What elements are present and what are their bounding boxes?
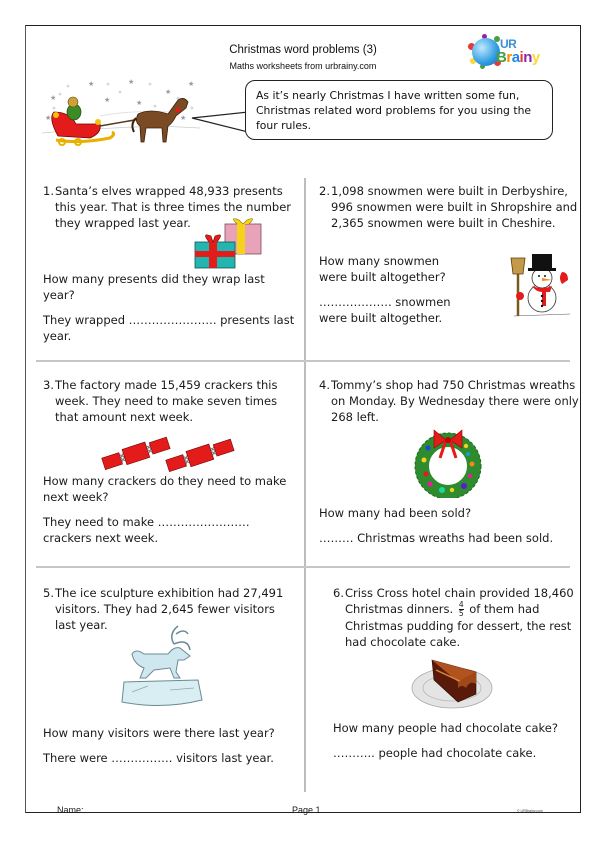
svg-text:★: ★ — [50, 94, 57, 102]
question-prompt: How many visitors were there last year? — [43, 726, 275, 740]
snowman-icon — [506, 250, 574, 318]
question-prompt: How many snowmen were built altogether? — [319, 254, 446, 284]
question-text: Santa’s elves wrapped 48,933 presents this year. That is three times the number they wrapped last year. — [55, 184, 292, 230]
row-divider-1 — [36, 360, 570, 362]
question-number: 4. — [319, 378, 330, 392]
question-number: 1. — [43, 184, 54, 198]
question-number: 6. — [333, 586, 344, 600]
question-number: 2. — [319, 184, 330, 198]
sleigh-horse-illustration — [40, 78, 205, 158]
question-text: The factory made 15,459 crackers this week. They need to make seven times that amount next week. — [55, 378, 278, 424]
question-prompt: How many presents did they wrap last year? — [43, 272, 265, 302]
question-prompt: How many people had chocolate cake? — [333, 721, 558, 735]
speech-bubble: As it’s nearly Christmas I have written some fun, Christmas related word problems for you using the four rules. — [245, 80, 553, 140]
svg-text:★: ★ — [180, 114, 187, 122]
speech-bubble-tail — [190, 110, 250, 140]
question-number: 3. — [43, 378, 54, 392]
ice-reindeer-icon — [118, 620, 208, 708]
svg-text:★: ★ — [165, 88, 172, 96]
copyright-text: © URBrainy.com — [517, 809, 543, 813]
fraction: $\frac{4}{5}$ — [458, 600, 464, 618]
wreath-icon — [410, 428, 486, 498]
answer-line: There were ……………. visitors last year. — [43, 751, 274, 765]
logo-ur-text: UR — [500, 37, 517, 51]
svg-text:★: ★ — [88, 80, 95, 88]
logo-brainy-text: Brainy — [496, 49, 540, 66]
question-prompt: How many crackers do they need to make next week? — [43, 474, 287, 504]
answer-line: They wrapped ………………….. presents last year. — [43, 313, 295, 343]
svg-text:★: ★ — [45, 114, 52, 122]
answer-line: ………………. snowmen were built altogether. — [319, 295, 451, 325]
page-subtitle: Maths worksheets from urbrainy.com — [229, 61, 377, 71]
question-text: Criss Cross hotel chain provided 18,460 Christmas dinners. $\frac{4}{5}$ of them had Christmas pudding for dessert, the rest had chocolate cake. — [345, 586, 574, 649]
question-prompt: How many had been sold? — [319, 506, 472, 520]
svg-text:★: ★ — [188, 80, 195, 88]
answer-line: They need to make …………………… crackers next week. — [43, 515, 250, 545]
page-number: Page 1 — [292, 805, 321, 815]
answer-line: ……… Christmas wreaths had been sold. — [319, 531, 554, 545]
question-text: Tommy’s shop had 750 Christmas wreaths on Monday. By Wednesday there were only 268 left. — [331, 378, 579, 424]
svg-text:★: ★ — [104, 96, 111, 104]
chocolate-cake-icon — [410, 658, 494, 712]
svg-text:★: ★ — [128, 78, 135, 86]
page-title: Christmas word problems (3) — [229, 44, 377, 56]
presents-icon — [193, 218, 265, 270]
svg-text:★: ★ — [136, 99, 143, 107]
crackers-icon — [100, 432, 236, 472]
column-divider — [304, 178, 306, 792]
urbrainy-logo — [466, 33, 540, 73]
question-text: The ice sculpture exhibition had 27,491 visitors. They had 2,645 fewer visitors last year. — [55, 586, 284, 632]
question-text: 1,098 snowmen were built in Derbyshire, 996 snowmen were built in Shropshire and 2,365 snowmen were built in Cheshire. — [331, 184, 578, 230]
answer-line: ……….. people had chocolate cake. — [333, 746, 537, 760]
question-number: 5. — [43, 586, 54, 600]
row-divider-2 — [36, 566, 570, 568]
name-label: Name: — [57, 805, 84, 815]
